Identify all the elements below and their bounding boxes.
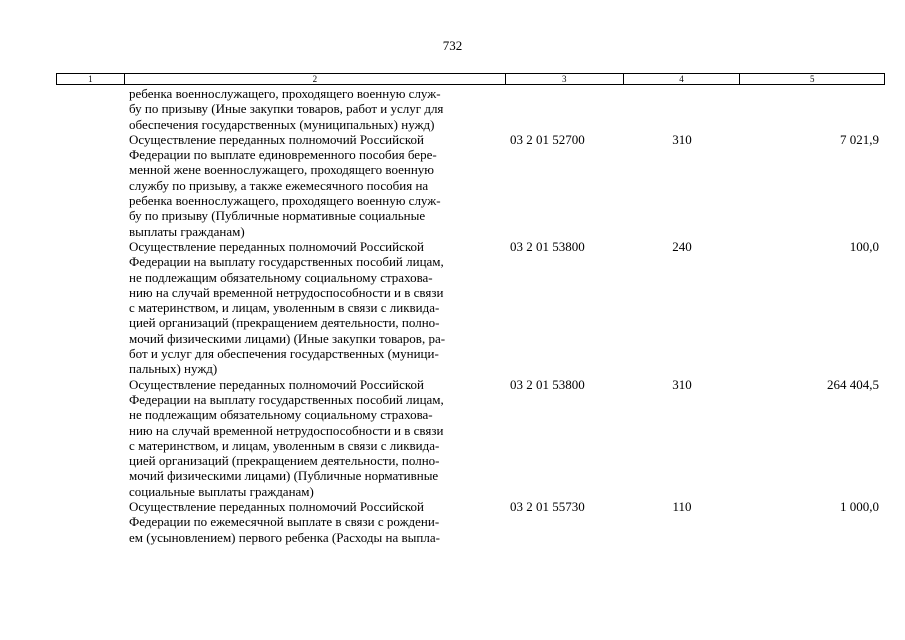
table-body (0, 86, 905, 545)
description-line: Осуществление переданных полномочий Российской (129, 238, 424, 254)
description-line: не подлежащим обязательному социальному страхова- (129, 407, 433, 423)
row-expense-type: 110 (672, 499, 692, 515)
description-line: Федерации по выплате единовременного пособия бере- (129, 147, 437, 163)
description-line: обеспечения государственных (муниципальных) нужд) (129, 116, 435, 132)
description-line: выплаты гражданам) (129, 223, 245, 239)
description-line: Осуществление переданных полномочий Российской (129, 376, 424, 392)
row-expense-type: 310 (672, 131, 692, 147)
row-code: 03 2 01 52700 (510, 131, 585, 147)
description-line: Осуществление переданных полномочий Российской (129, 499, 424, 515)
table-row (0, 377, 905, 499)
description-line: не подлежащим обязательному социальному страхова- (129, 269, 433, 285)
description-line: с материнством, и лицам, уволенным в связи с ликвида- (129, 300, 440, 316)
description-line: ребенка военнослужащего, проходящего военную служ- (129, 193, 441, 209)
row-code: 03 2 01 53800 (510, 238, 585, 254)
row-amount: 7 021,9 (840, 131, 879, 147)
header-col-3: 3 (505, 74, 623, 84)
page-number: 732 (442, 38, 463, 53)
row-code: 03 2 01 53800 (510, 376, 585, 392)
description-line: службу по призыву, а также ежемесячного пособия на (129, 177, 429, 193)
description-line: ем (усыновлением) первого ребенка (Расходы на выпла- (129, 529, 440, 545)
description-line: цией организаций (прекращением деятельности, полно- (129, 315, 440, 331)
row-description (129, 239, 504, 377)
description-line: Федерации на выплату государственных пособий лицам, (129, 254, 444, 270)
table-header (56, 73, 885, 85)
description-line: Осуществление переданных полномочий Российской (129, 131, 424, 147)
description-line: нию на случай временной нетрудоспособности и в связи (129, 284, 444, 300)
description-line: бу по призыву (Иные закупки товаров, работ и услуг для (129, 101, 444, 117)
table-row (0, 239, 905, 377)
description-line: цией организаций (прекращением деятельности, полно- (129, 453, 440, 469)
description-line: ребенка военнослужащего, проходящего военную служ- (129, 86, 441, 101)
row-amount: 100,0 (849, 238, 879, 254)
table-row (0, 86, 905, 132)
description-line: Федерации на выплату государственных пособий лицам, (129, 391, 444, 407)
row-amount: 1 000,0 (840, 499, 879, 515)
description-line: бот и услуг для обеспечения государственных (муници- (129, 346, 439, 362)
row-description (129, 377, 504, 499)
description-line: пальных) нужд) (129, 361, 218, 377)
row-description (129, 132, 504, 239)
description-line: социальные выплаты гражданам) (129, 483, 314, 499)
row-amount: 264 404,5 (827, 376, 879, 392)
description-line: менной жене военнослужащего, проходящего военную (129, 162, 435, 178)
header-col-5: 5 (739, 74, 884, 84)
description-line: мочий физическими лицами) (Иные закупки товаров, ра- (129, 330, 446, 346)
table-row (0, 499, 905, 545)
description-line: нию на случай временной нетрудоспособности и в связи (129, 422, 444, 438)
row-description (129, 86, 504, 132)
description-line: бу по призыву (Публичные нормативные социальные (129, 208, 426, 224)
row-expense-type: 240 (672, 238, 692, 254)
row-code: 03 2 01 55730 (510, 499, 585, 515)
row-description (129, 499, 504, 545)
table-row (0, 132, 905, 239)
description-line: мочий физическими лицами) (Публичные нормативные (129, 468, 439, 484)
description-line: Федерации по ежемесячной выплате в связи с рождени- (129, 514, 440, 530)
header-col-1: 1 (88, 74, 93, 84)
description-line: с материнством, и лицам, уволенным в связи с ликвида- (129, 437, 440, 453)
row-expense-type: 310 (672, 376, 692, 392)
header-col-4: 4 (623, 74, 740, 84)
header-col-2: 2 (124, 74, 505, 84)
